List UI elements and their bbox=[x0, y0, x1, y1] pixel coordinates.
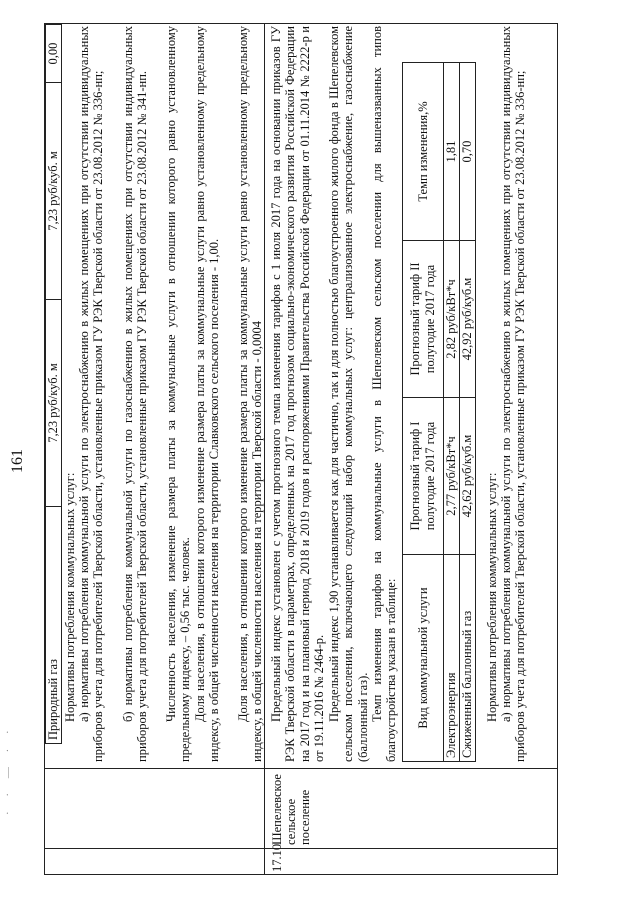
table-cell: 2,77 руб/кВт*ч bbox=[444, 398, 460, 555]
paragraph: а) нормативы потребления коммунальной услуги по электроснабжению в жилых помещениях при отсутствии индивидуальных приборов учета для потребителей Тверской области, установленные приказом ГУ РЭК Тверской области от 23.08.2012 № 336-нп; bbox=[499, 26, 528, 762]
gas-tariff-table bbox=[45, 24, 62, 744]
paragraph: а) нормативы потребления коммунальной услуги по электроснабжению в жилых помещениях при отсутствии индивидуальных приборов учета для потребителей Тверской области, установленные приказом ГУ РЭК Тверской области от 23.08.2012 № 336-нп; bbox=[77, 26, 106, 762]
tariff-cell: 7,23 руб/куб. м bbox=[46, 300, 62, 507]
paragraph: Доля населения, в отношении которого изменение размера платы за коммунальные услуги равно установленному предельному индексу, в общей численности населения на территории Тверской области - 0,0004 bbox=[236, 26, 265, 762]
column-divider bbox=[45, 768, 557, 769]
table-cell: 1,81 bbox=[444, 63, 460, 241]
resource-cell: Природный газ bbox=[46, 507, 62, 744]
rate-cell: 0,00 bbox=[46, 25, 62, 83]
settlement-name: Шепелевское сельское поселение bbox=[270, 774, 312, 845]
table-row bbox=[460, 63, 476, 762]
table-header: Темп изменения,% bbox=[403, 63, 444, 241]
table-row bbox=[444, 63, 460, 762]
table-cell: 42,62 руб/куб.м bbox=[460, 398, 476, 555]
table-cell: 2,82 руб/кВт*ч bbox=[444, 241, 460, 398]
paragraph: Предельный индекс 1,90 устанавливается как для частично, так и для полностью благоустроенного жилого фонда в Шепелевском сельском поселении, включающего следующий набор коммунальных услуг: централизованное электроснабжение, газоснабжение (баллонный газ). bbox=[327, 26, 370, 762]
paragraph: Доля населения, в отношении которого изменение размера платы за коммунальные услуги равно установленному предельному индексу, в общей численности населения на территории Славковского сельского поселения - 1,00. bbox=[193, 26, 222, 762]
paragraph: б) нормативы потребления коммунальной услуги по газоснабжению в жилых помещениях при отсутствии индивидуальных приборов учета для потребителей Тверской области, установленные приказом ГУ РЭК Тверской области от 23.08.2012 № 341-нп. bbox=[121, 26, 150, 762]
paragraph: Предельный индекс установлен с учетом прогнозного темпа изменения тарифов с 1 июля 2017 года на основании приказов ГУ РЭК Тверской области в параметрах, определенных на 2017 год прогнозом социально-экономического развития Российской Федерации на 2017 год и на плановый период 2018 и 2019 годов и распоряжениями Правительства Российской Федерации от 01.11.2014 № 2222-р и от 19.11.2016 № 2464-р. bbox=[269, 26, 326, 762]
row-number: 17.10 bbox=[270, 843, 284, 872]
column-divider bbox=[45, 848, 557, 849]
table-header: Вид коммунальной услуги bbox=[403, 555, 444, 762]
page-number: 161 bbox=[9, 449, 26, 473]
paragraph: Нормативы потребления коммунальных услуг: bbox=[485, 472, 499, 722]
table-cell: Сжиженный баллонный газ bbox=[460, 555, 476, 762]
document-table bbox=[44, 23, 558, 875]
table-header: Прогнозный тариф II полугодие 2017 года bbox=[403, 241, 444, 398]
table-cell: Электроэнергия bbox=[444, 555, 460, 762]
paragraph: Темп изменения тарифов на коммунальные услуги в Шепелевском сельском поселении для вышеназванных типов благоустройства указан в таблице: bbox=[370, 26, 399, 762]
paragraph: Численность населения, изменение размера платы за коммунальные услуги в отношении которого равно установленному предельному индексу, – 0,56 тыс. человек. bbox=[164, 26, 193, 762]
table-cell: 42,92 руб/куб.м bbox=[460, 241, 476, 398]
tariff-cell: 7,23 руб/куб. м bbox=[46, 83, 62, 300]
table-cell: 0,70 bbox=[460, 63, 476, 241]
table-header: Прогнозный тариф I полугодие 2017 года bbox=[403, 398, 444, 555]
scan-artifact: · · — · · bbox=[2, 724, 14, 815]
paragraph: Нормативы потребления коммунальных услуг: bbox=[63, 472, 77, 722]
tariff-change-table bbox=[402, 62, 476, 762]
